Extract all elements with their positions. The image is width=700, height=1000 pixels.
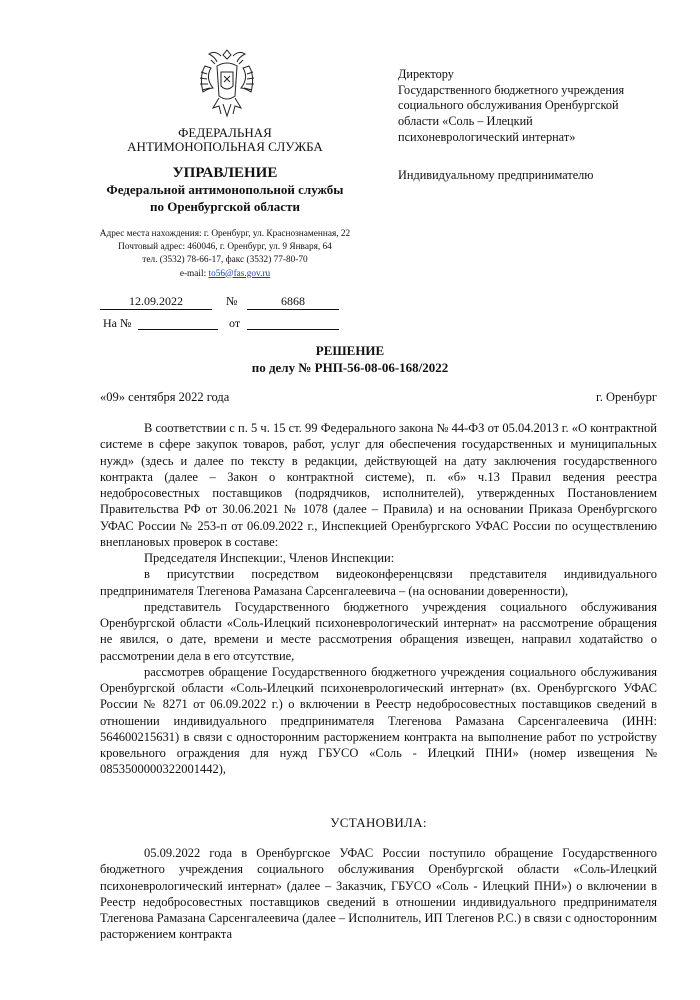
outgoing-date: 12.09.2022 [100, 293, 212, 310]
body-text-continued [100, 845, 657, 943]
addressee-line-4: области «Соль – Илецкий [398, 114, 533, 129]
paragraph-3: в присутствии посредством видеоконференцсвязи представителя индивидуального предпринимателя Тлегенова Рамазана Сарсенгалеевича – (на основании доверенности), [100, 567, 657, 598]
paragraph-4: представитель Государственного бюджетного учреждения социального обслуживания Оренбургской области «Соль-Илецкий психоневрологический интернат» на рассмотрение обращения не явился, о дате, времени и месте рассмотрения обращения извещен, направил ходатайство о рассмотрении дела в его отсутствие, [100, 599, 657, 663]
addressee-block [398, 67, 668, 183]
addressee-line-5: психоневрологический интернат» [398, 129, 576, 144]
decision-subtitle: по делу № РНП-56-08-06-168/2022 [251, 360, 449, 375]
email-line [60, 268, 390, 281]
number-sign: № [226, 294, 238, 308]
date-place-line [100, 390, 657, 405]
decision-title: РЕШЕНИЕ [315, 343, 385, 358]
decision-city: г. Оренбург [596, 390, 657, 404]
email-link[interactable]: to56@fas.gov.ru [208, 268, 271, 279]
service-line-2: АНТИМОНОПОЛЬНАЯ СЛУЖБА [127, 139, 323, 155]
russian-coat-of-arms-icon [197, 46, 257, 122]
email-label: e-mail: [179, 268, 209, 279]
paragraph-2: Председателя Инспекции:, Членов Инспекции: [144, 551, 395, 565]
body-text [100, 420, 657, 778]
department-line-2: по Оренбургской области [150, 199, 300, 215]
addressee-line-2: Государственного бюджетного учреждения [398, 82, 625, 97]
reference-label: На № [103, 316, 132, 330]
paragraph-1: В соответствии с п. 5 ч. 15 ст. 99 Федерального закона № 44-ФЗ от 05.04.2013 г. «О контрактной системе в сфере закупок товаров, работ, услуг для обеспечения государственных и муниципальных нужд» (здесь и далее по тексту в редакции, действующей на дату заключения государственного контракта (далее – Закон о контрактной системе), п. «б» ч.13 Правил ведения реестра недобросовестных поставщиков (подрядчиков, исполнителей), утвержденных Постановлением Правительства РФ от 30.06.2021 № 1078 (далее – Правила) и на основании Приказа Оренбургского УФАС России № 253-п от 06.09.2022 г., Инспекцией Оренбургского УФАС России по осуществлению внеплановых проверок в составе: [100, 421, 657, 549]
paragraph-5: рассмотрев обращение Государственного бюджетного учреждения социального обслуживания Оренбургской области «Соль-Илецкий психоневрологический интернат» (вх. Оренбургского УФАС России № 8271 от 06.09.2022 г.) о включении в Реестр недобросовестных поставщиков сведений в отношении индивидуального предпринимателя Тлегенова Рамазана Сарсенгалеевича (ИНН: 564600215631) в связи с односторонним расторжением контракта на выполнение работ по устройству кровельного ограждения для нужд ГБУСО «Соль - Илецкий ПНИ» (номер извещения № 0853500000322001442), [100, 664, 657, 777]
reference-date-field [247, 313, 339, 330]
postal-address: Почтовый адрес: 460046, г. Оренбург, ул. 9 Января, 64 [118, 242, 332, 253]
from-label: от [229, 316, 241, 330]
phone-fax: тел. (3532) 78-66-17, факс (3532) 77-80-70 [142, 255, 308, 266]
decision-date: «09» сентября 2022 года [100, 390, 230, 404]
section-heading: УСТАНОВИЛА: [330, 815, 427, 830]
reference-number-field [138, 313, 218, 330]
addressee-line-6: Индивидуальному предпринимателю [398, 167, 594, 182]
paragraph-6: 05.09.2022 года в Оренбургское УФАС России поступило обращение Государственного бюджетного учреждения социального обслуживания Оренбургской области «Соль-Илецкий психоневрологический интернат» (далее – Заказчик, ГБУСО «Соль - Илецкий ПНИ») о включении в Реестр недобросовестных поставщиков сведений в отношении индивидуального предпринимателя Тлегенова Рамазана Сарсенгалеевича (далее – Исполнитель, ИП Тлегенов Р.С.) в связи с односторонним расторжением контракта [100, 846, 657, 942]
addressee-line-3: социального обслуживания Оренбургской [398, 98, 619, 113]
addressee-line-1: Директору [398, 67, 454, 81]
location-address: Адрес места нахождения: г. Оренбург, ул. Краснознаменная, 22 [99, 229, 351, 239]
service-line-1: ФЕДЕРАЛЬНАЯ [178, 125, 272, 140]
outgoing-number: 6868 [247, 293, 339, 310]
contact-block [60, 228, 390, 281]
service-name [60, 126, 390, 155]
department-name [60, 181, 390, 215]
department-title: УПРАВЛЕНИЕ [172, 165, 278, 181]
department-line-1: Федеральной антимонопольной службы [106, 182, 344, 197]
